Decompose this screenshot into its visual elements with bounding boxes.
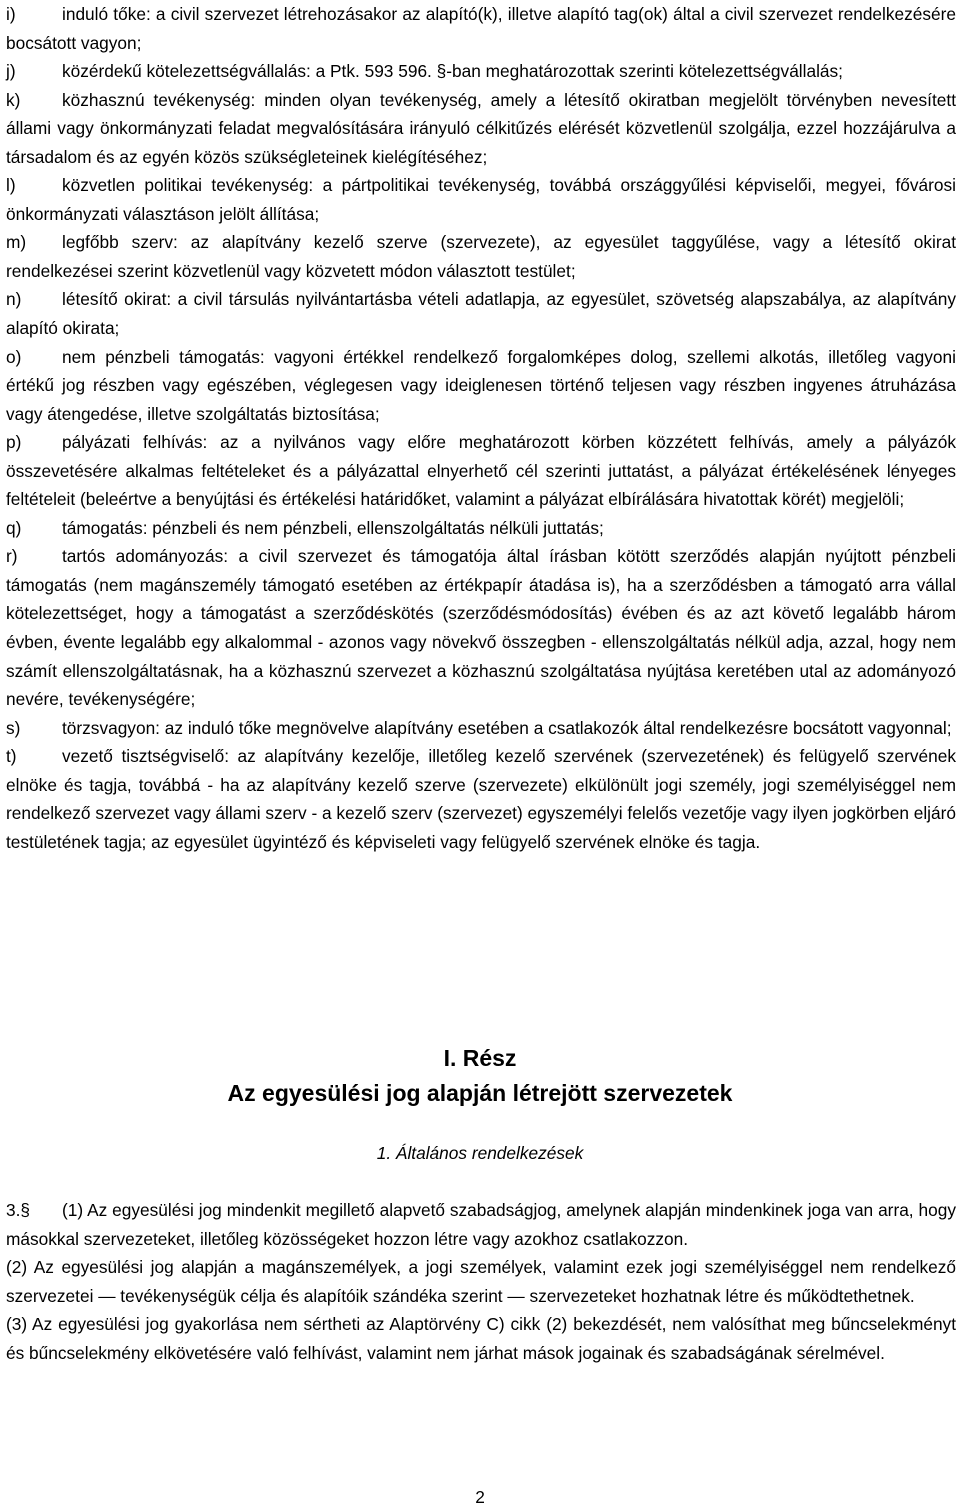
definition-item [6, 228, 956, 285]
definition-text: vezető tisztségviselő: az alapítvány kezelője, illetőleg kezelő szervének (szervezetének) és felügyelő szervének elnöke és tagja, továbbá - ha az alapítvány kezelő szerve (szervezete) elkülönült jogi személy, jogi személyiséggel nem rendelkező szervezet vagy állami szerv - a kezelő szerv (szervezet) egyszemélyi felelős vezetője vagy ilyen jogkörben eljáró testületének tagja; az egyesület ügyintéző és képviseleti vagy felügyelő szervének elnöke és tagja. [6, 746, 956, 852]
definition-letter: k) [6, 89, 21, 110]
definition-text: közhasznú tevékenység: minden olyan tevékenység, amely a létesítő okiratban megjelölt törvényben nevesített állami vagy önkormányzati feladat megvalósítására irányuló célkitűzés elérését közvetlenül szolgálja, ezzel hozzájárulva a társadalom és az egyén közös szükségleteinek kielégítéséhez; [6, 89, 956, 167]
definition-text: támogatás: pénzbeli és nem pénzbeli, ellenszolgáltatás nélküli juttatás; [62, 517, 604, 538]
definition-item [6, 57, 956, 86]
definition-item [6, 514, 956, 543]
part-title-heading: Az egyesülési jog alapján létrejött szervezetek [227, 1080, 733, 1106]
section-3-paragraph-2: (2) Az egyesülési jog alapján a magánszemélyek, a jogi személyek, valamint ezek jogi személyiséggel nem rendelkező szervezetei — tevékenységük célja és alapítóik szándéka szerint — szervezeteket hozhatnak létre és működtethetnek. [6, 1257, 956, 1306]
definition-letter: t) [6, 746, 17, 767]
definition-text: tartós adományozás: a civil szervezet és támogatója által írásban kötött szerződés alapján nyújtott pénzbeli támogatás (nem magánszemély támogató esetében az értékpapír átadása is), ha a szerződésben a támogató arra vállal kötelezettséget, hogy a támogatást a szerződéskötés (szerződésmódosítás) évében és az azt követő legalább három évben, évente legalább egy alkalommal - azonos vagy növekvő összegben - ellenszolgáltatás nélkül adja, azzal, hogy nem számít ellenszolgáltatásnak, ha a közhasznú szervezet a közhasznú szolgáltatása nyújtása keretében utal az adományozó nevére, tevékenységére; [6, 546, 956, 710]
definition-item [6, 428, 956, 514]
definition-letter: l) [6, 175, 16, 196]
section-3-paragraph-3: (3) Az egyesülési jog gyakorlása nem sértheti az Alaptörvény C) cikk (2) bekezdését, nem valósíthat meg bűncselekményt és bűncselekmény elkövetésére való felhívást, valamint nem járhat mások jogainak és szabadságának sérelmével. [6, 1314, 956, 1363]
section-3-body [6, 1196, 956, 1367]
definition-text: törzsvagyon: az induló tőke megnövelve alapítvány esetében a csatlakozók által rendelkezésre bocsátott vagyonnal; [62, 717, 952, 738]
definition-letter: r) [6, 546, 18, 567]
definition-item [6, 171, 956, 228]
definition-letter: i) [6, 4, 16, 24]
part-number-heading: I. Rész [443, 1045, 517, 1071]
definition-text: pályázati felhívás: az a nyilvános vagy előre meghatározott körben közzétett felhívás, amely a pályázók összevetésére alkalmas feltételeket és a pályázattal elnyerhető cél szerinti juttatást, a pályázat értékelésének lényeges feltételeit (beleértve a benyújtási és értékelési határidőket, valamint a pályázat elbírálására hivatottak körét) megjelöli; [6, 432, 956, 510]
definition-text: közérdekű kötelezettségvállalás: a Ptk. 593 596. §-ban meghatározottak szerinti kötelezettségvállalás; [62, 61, 843, 82]
definition-letter: m) [6, 232, 27, 253]
definition-item [6, 86, 956, 172]
section-3-paragraph-1 [6, 1196, 956, 1253]
definition-text: legfőbb szerv: az alapítvány kezelő szerve (szervezete), az egyesület taggyűlése, vagy a létesítő okirat rendelkezései szerint közvetlenül vagy közvetett módon választott testület; [6, 232, 956, 281]
definition-letter: q) [6, 517, 22, 538]
definition-text: létesítő okirat: a civil társulás nyilvántartásba vételi adatlapja, az egyesület, szövetség alapszabálya, az alapítvány alapító okirata; [6, 289, 956, 339]
section-subtitle: 1. Általános rendelkezések [376, 1143, 584, 1163]
definition-text: közvetlen politikai tevékenység: a pártpolitikai tevékenység, továbbá országgyűlési képviselői, megyei, fővárosi önkormányzati választáson jelölt állítása; [6, 175, 956, 224]
definitions-list [6, 0, 956, 856]
definition-letter: s) [6, 717, 21, 738]
definition-letter: p) [6, 432, 22, 453]
definition-letter: o) [6, 346, 22, 367]
definition-item [6, 542, 956, 713]
section-number: 3.§ [6, 1200, 31, 1220]
definition-item [6, 714, 956, 743]
definition-item [6, 742, 956, 856]
definition-item [6, 0, 956, 57]
page-number: 2 [475, 1487, 485, 1507]
definition-letter: j) [6, 61, 16, 82]
definition-item [6, 285, 956, 342]
definition-text: nem pénzbeli támogatás: vagyoni értékkel rendelkező forgalomképes dolog, szellemi alkotás, illetőleg vagyoni értékű jog részben vagy egészében, véglegesen vagy ideiglenesen történő teljesen vagy részben ingyenes átruházása vagy átengedése, illetve szolgáltatás biztosítása; [6, 346, 956, 424]
paragraph-text: (1) Az egyesülési jog mindenkit megillető alapvető szabadságjog, amelynek alapján mindenkinek joga van arra, hogy másokkal szervezeteket, illetőleg közösségeket hozzon létre vagy azokhoz csatlakozzon. [6, 1200, 956, 1249]
definition-item [6, 343, 956, 429]
definition-letter: n) [6, 289, 22, 310]
definition-text: induló tőke: a civil szervezet létrehozásakor az alapító(k), illetve alapító tag(ok) által a civil szervezet rendelkezésére bocsátott vagyon; [6, 4, 956, 53]
